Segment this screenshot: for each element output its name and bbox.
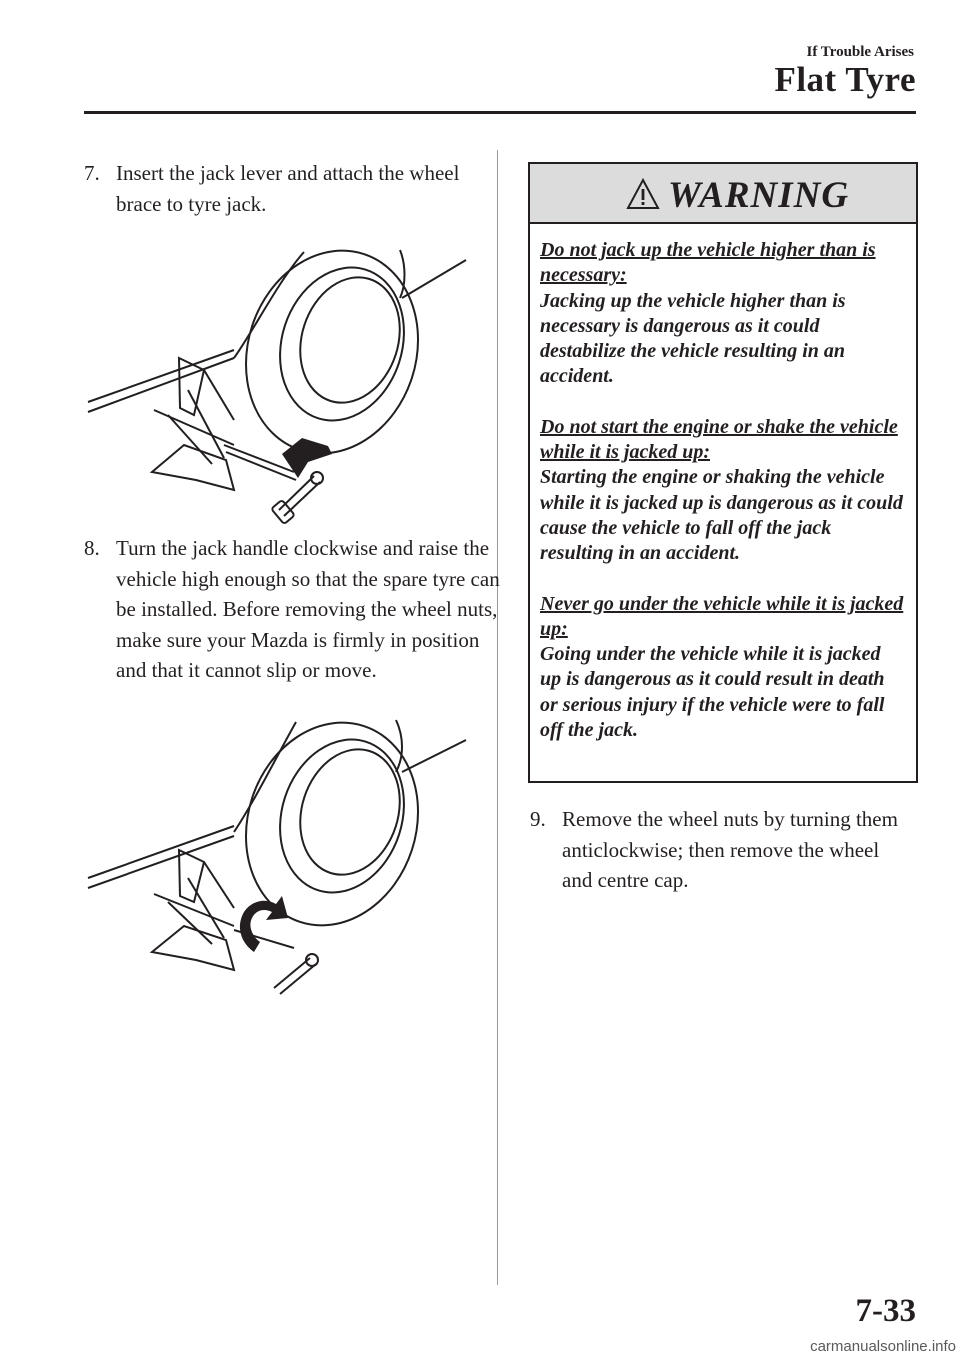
watermark: carmanualsonline.info	[810, 1338, 956, 1355]
step-text: Insert the jack lever and attach the wheel brace to tyre jack.	[116, 161, 460, 216]
header-rule	[84, 111, 916, 114]
warning-box	[528, 162, 918, 783]
warning-item	[540, 238, 906, 390]
step-7	[84, 158, 474, 219]
step-9	[530, 804, 910, 896]
step-number: 7.	[84, 161, 100, 185]
warning-item-text: Jacking up the vehicle higher than is necessary is dangerous as it could destabilize the vehicle resulting in an accident.	[540, 289, 846, 388]
warning-item-heading: Never go under the vehicle while it is jacked up:	[540, 592, 904, 640]
warning-item-text: Starting the engine or shaking the vehicle while it is jacked up is dangerous as it could cause the vehicle to fall off the jack resulting in an accident.	[540, 466, 903, 565]
step-8	[84, 533, 504, 686]
page-title: Flat Tyre	[774, 60, 916, 99]
section-label: If Trouble Arises	[806, 44, 914, 60]
jack-raise-illustration	[84, 712, 474, 1002]
warning-triangle-icon	[626, 178, 660, 210]
step-number: 8.	[84, 536, 100, 560]
step-number: 9.	[530, 807, 546, 831]
warning-body	[530, 224, 916, 743]
page-number: 7-33	[855, 1293, 916, 1329]
step-text: Remove the wheel nuts by turning them anticlockwise; then remove the wheel and centre cap.	[562, 807, 898, 892]
step-text: Turn the jack handle clockwise and raise the vehicle high enough so that the spare tyre can be installed. Before removing the wheel nuts, make sure your Mazda is firmly in position and that it cannot slip or move.	[116, 536, 500, 682]
warning-item	[540, 592, 906, 744]
column-divider	[497, 150, 498, 1285]
warning-item-heading: Do not start the engine or shake the vehicle while it is jacked up:	[540, 415, 898, 464]
warning-title: WARNING	[668, 175, 850, 216]
warning-item-text: Going under the vehicle while it is jacked up is dangerous as it could result in death or serious injury if the vehicle were to fall off the jack.	[540, 643, 885, 742]
warning-item-heading: Do not jack up the vehicle higher than is necessary:	[540, 239, 876, 287]
warning-item	[540, 415, 906, 567]
warning-header	[530, 164, 916, 224]
jack-lever-illustration	[84, 240, 474, 530]
